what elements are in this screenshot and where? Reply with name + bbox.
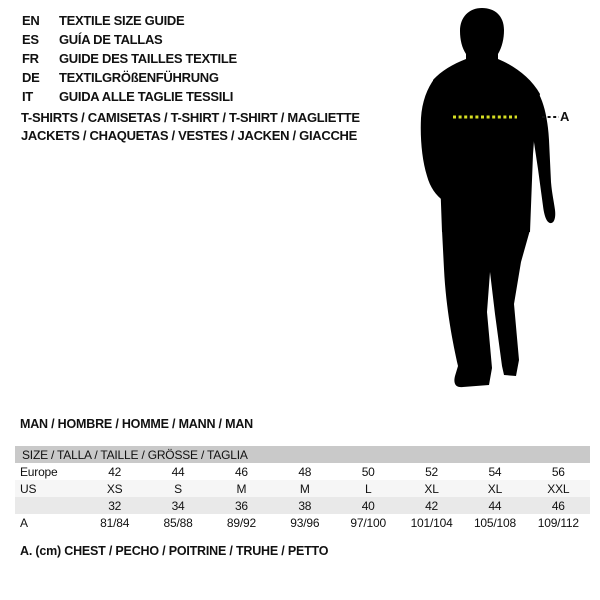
size-value: 42	[425, 498, 439, 513]
list-item	[22, 68, 237, 87]
size-value: 109/112	[537, 515, 579, 530]
size-value: M	[236, 481, 247, 496]
size-value: 46	[234, 464, 248, 479]
row-label: US	[20, 481, 37, 496]
size-value: XL	[487, 481, 503, 496]
size-value: 81/84	[100, 515, 130, 530]
category-line-jackets: JACKETS / CHAQUETAS / VESTES / JACKEN / GIACCHE	[21, 128, 357, 143]
table-row-chest-a	[15, 514, 590, 531]
size-value: 56	[551, 464, 565, 479]
table-row-europe	[15, 463, 590, 480]
language-code: DE	[22, 70, 40, 85]
size-value: 54	[488, 464, 502, 479]
size-value: 101/104	[410, 515, 453, 530]
size-value: 93/96	[290, 515, 320, 530]
language-code: ES	[22, 32, 39, 47]
size-value: XXL	[547, 481, 570, 496]
list-item	[22, 49, 237, 68]
size-value: 46	[551, 498, 565, 513]
guide-title: TEXTILE SIZE GUIDE	[59, 13, 185, 28]
section-title-man: MAN / HOMBRE / HOMME / MANN / MAN	[20, 417, 253, 431]
size-value: 48	[298, 464, 312, 479]
size-value: 38	[298, 498, 312, 513]
measurement-label-a: A	[560, 109, 570, 124]
row-label: A	[20, 515, 28, 530]
size-value: 52	[425, 464, 439, 479]
table-row-numeric	[15, 497, 590, 514]
man-silhouette-svg	[403, 4, 568, 392]
size-value: 89/92	[226, 515, 256, 530]
row-label: Europe	[20, 464, 58, 479]
size-table-header: SIZE / TALLA / TAILLE / GRÖSSE / TAGLIA	[15, 446, 590, 463]
size-value: 40	[361, 498, 375, 513]
list-item	[22, 11, 237, 30]
man-silhouette	[403, 4, 568, 392]
size-value: 105/108	[473, 515, 516, 530]
guide-title: GUIDE DES TAILLES TEXTILE	[59, 51, 237, 66]
language-guide-list	[22, 11, 237, 106]
category-line-tshirts: T-SHIRTS / CAMISETAS / T-SHIRT / T-SHIRT / MAGLIETTE	[21, 110, 360, 125]
size-value: L	[364, 481, 372, 496]
size-value: 42	[108, 464, 122, 479]
size-table	[15, 446, 590, 531]
list-item	[22, 30, 237, 49]
table-row-us	[15, 480, 590, 497]
silhouette-legs	[442, 230, 530, 387]
list-item	[22, 87, 237, 106]
size-value: 44	[488, 498, 502, 513]
language-code: IT	[22, 89, 33, 104]
size-value: 34	[171, 498, 185, 513]
guide-title: GUÍA DE TALLAS	[59, 32, 163, 47]
size-value: 32	[108, 498, 122, 513]
size-value: 50	[361, 464, 375, 479]
size-value: XS	[106, 481, 123, 496]
language-code: EN	[22, 13, 40, 28]
garment-categories	[21, 109, 360, 145]
measurement-footnote: A. (cm) CHEST / PECHO / POITRINE / TRUHE / PETTO	[20, 544, 329, 558]
language-code: FR	[22, 51, 39, 66]
size-value: 44	[171, 464, 185, 479]
size-value: S	[174, 481, 182, 496]
size-value: M	[299, 481, 310, 496]
size-value: 85/88	[163, 515, 193, 530]
guide-title: GUIDA ALLE TAGLIE TESSILI	[59, 89, 234, 104]
size-value: XL	[424, 481, 439, 496]
size-value: 36	[234, 498, 248, 513]
guide-title: TEXTILGRÖßENFÜHRUNG	[59, 70, 219, 85]
silhouette-head	[460, 8, 504, 61]
size-value: 97/100	[350, 515, 386, 530]
